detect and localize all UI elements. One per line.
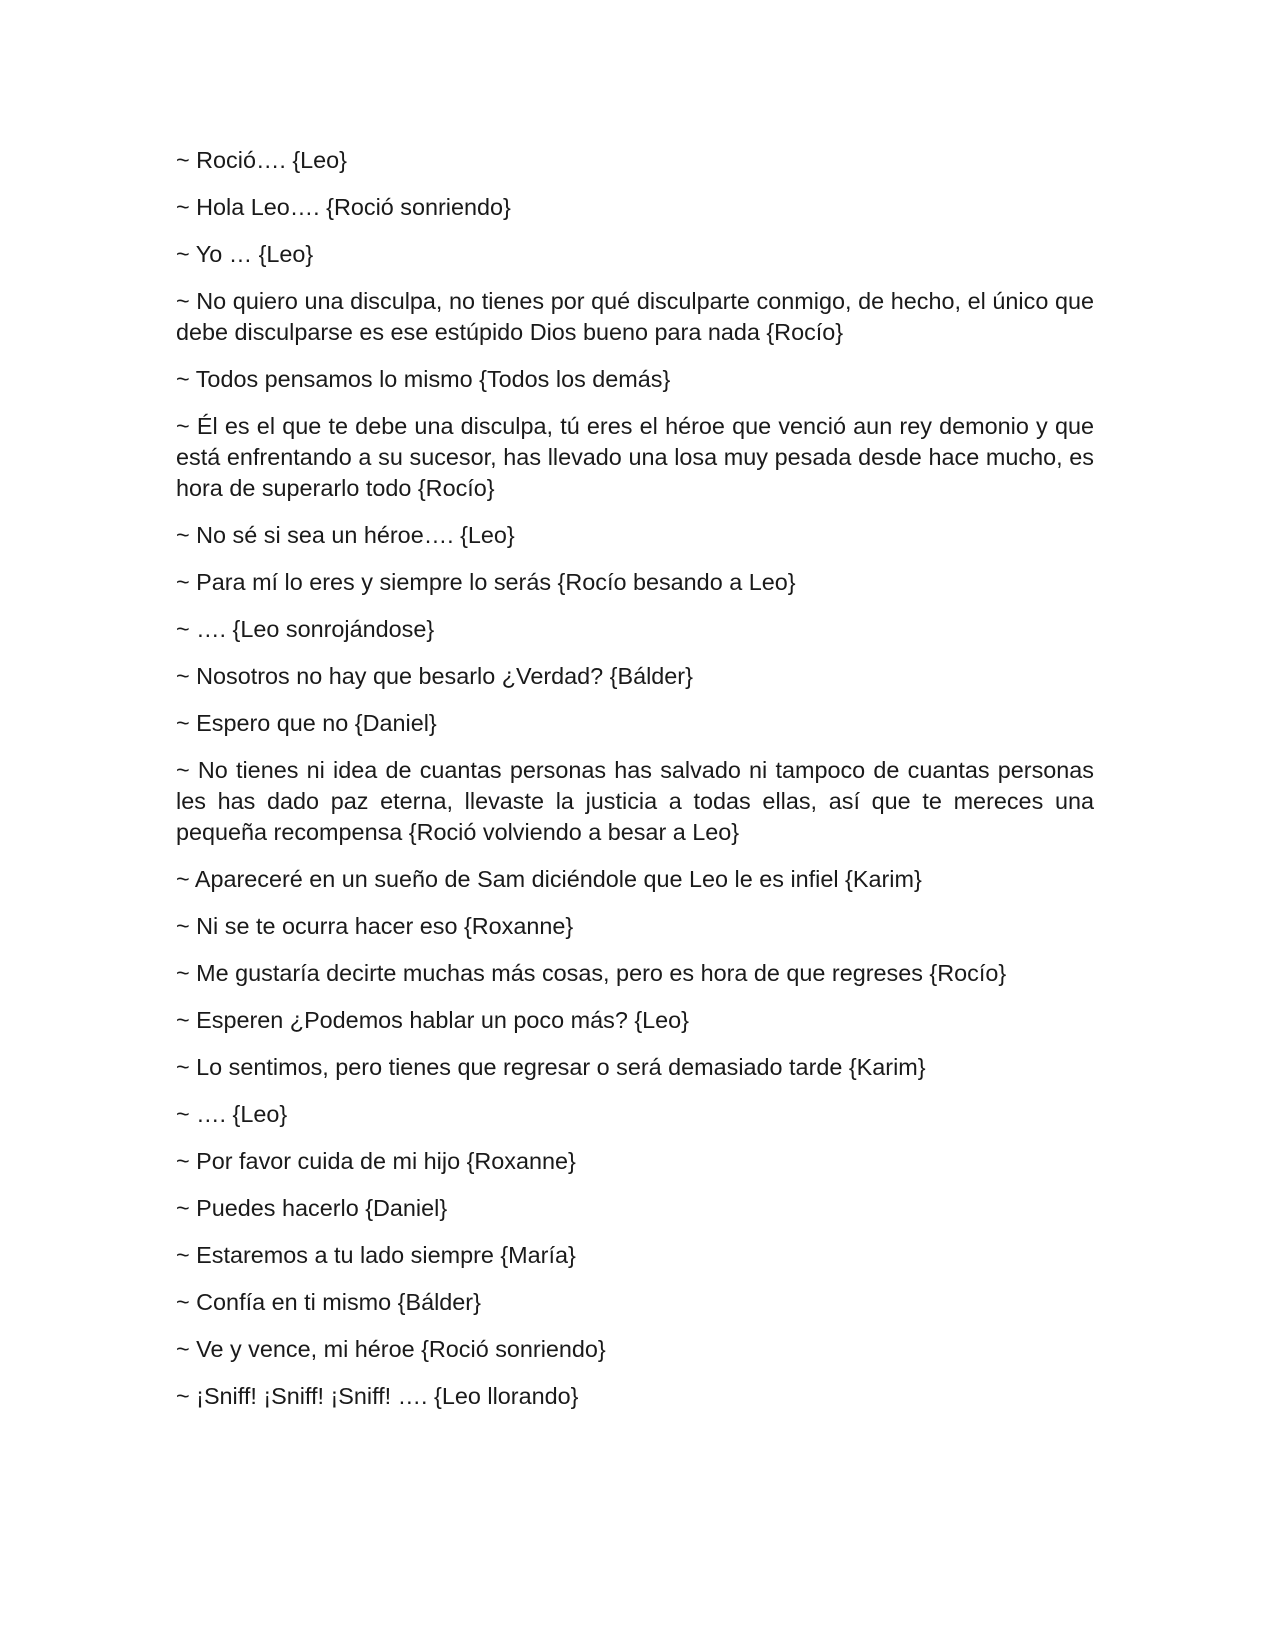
dialogue-line: ~ Apareceré en un sueño de Sam diciéndole que Leo le es infiel {Karim} bbox=[176, 866, 922, 892]
dialogue-line: ~ Para mí lo eres y siempre lo serás {Rocío besando a Leo} bbox=[176, 569, 796, 595]
dialogue-line: ~ Espero que no {Daniel} bbox=[176, 710, 437, 736]
dialogue-line: ~ No tienes ni idea de cuantas personas has salvado ni tampoco de cuantas personas les has dado paz eterna, llevaste la justicia a todas ellas, así que te mereces una pequeña recompensa {Roció volviendo a besar a Leo} bbox=[176, 757, 1094, 845]
dialogue-line: ~ ¡Sniff! ¡Sniff! ¡Sniff! …. {Leo llorando} bbox=[176, 1383, 579, 1409]
dialogue-line: ~ No sé si sea un héroe…. {Leo} bbox=[176, 522, 515, 548]
dialogue-line: ~ Confía en ti mismo {Bálder} bbox=[176, 1289, 481, 1315]
dialogue-line: ~ No quiero una disculpa, no tienes por qué disculparte conmigo, de hecho, el único que debe disculparse es ese estúpido Dios bueno para nada {Rocío} bbox=[176, 288, 1094, 345]
dialogue-line: ~ Todos pensamos lo mismo {Todos los demás} bbox=[176, 366, 671, 392]
dialogue-line: ~ Hola Leo…. {Roció sonriendo} bbox=[176, 194, 511, 220]
dialogue-line: ~ Nosotros no hay que besarlo ¿Verdad? {Bálder} bbox=[176, 663, 693, 689]
dialogue-line: ~ Lo sentimos, pero tienes que regresar o será demasiado tarde {Karim} bbox=[176, 1054, 926, 1080]
dialogue-line: ~ Yo … {Leo} bbox=[176, 241, 314, 267]
dialogue-line: ~ Puedes hacerlo {Daniel} bbox=[176, 1195, 448, 1221]
document-body bbox=[176, 145, 1094, 1428]
dialogue-line: ~ Por favor cuida de mi hijo {Roxanne} bbox=[176, 1148, 576, 1174]
dialogue-line: ~ Estaremos a tu lado siempre {María} bbox=[176, 1242, 576, 1268]
dialogue-line: ~ …. {Leo} bbox=[176, 1101, 288, 1127]
dialogue-line: ~ Él es el que te debe una disculpa, tú eres el héroe que venció aun rey demonio y que está enfrentando a su sucesor, has llevado una losa muy pesada desde hace mucho, es hora de superarlo todo {Rocío} bbox=[176, 413, 1094, 501]
dialogue-line: ~ Me gustaría decirte muchas más cosas, pero es hora de que regreses {Rocío} bbox=[176, 960, 1007, 986]
dialogue-line: ~ …. {Leo sonrojándose} bbox=[176, 616, 435, 642]
dialogue-line: ~ Esperen ¿Podemos hablar un poco más? {Leo} bbox=[176, 1007, 689, 1033]
dialogue-line: ~ Ve y vence, mi héroe {Roció sonriendo} bbox=[176, 1336, 606, 1362]
dialogue-line: ~ Ni se te ocurra hacer eso {Roxanne} bbox=[176, 913, 574, 939]
dialogue-line: ~ Roció…. {Leo} bbox=[176, 147, 347, 173]
